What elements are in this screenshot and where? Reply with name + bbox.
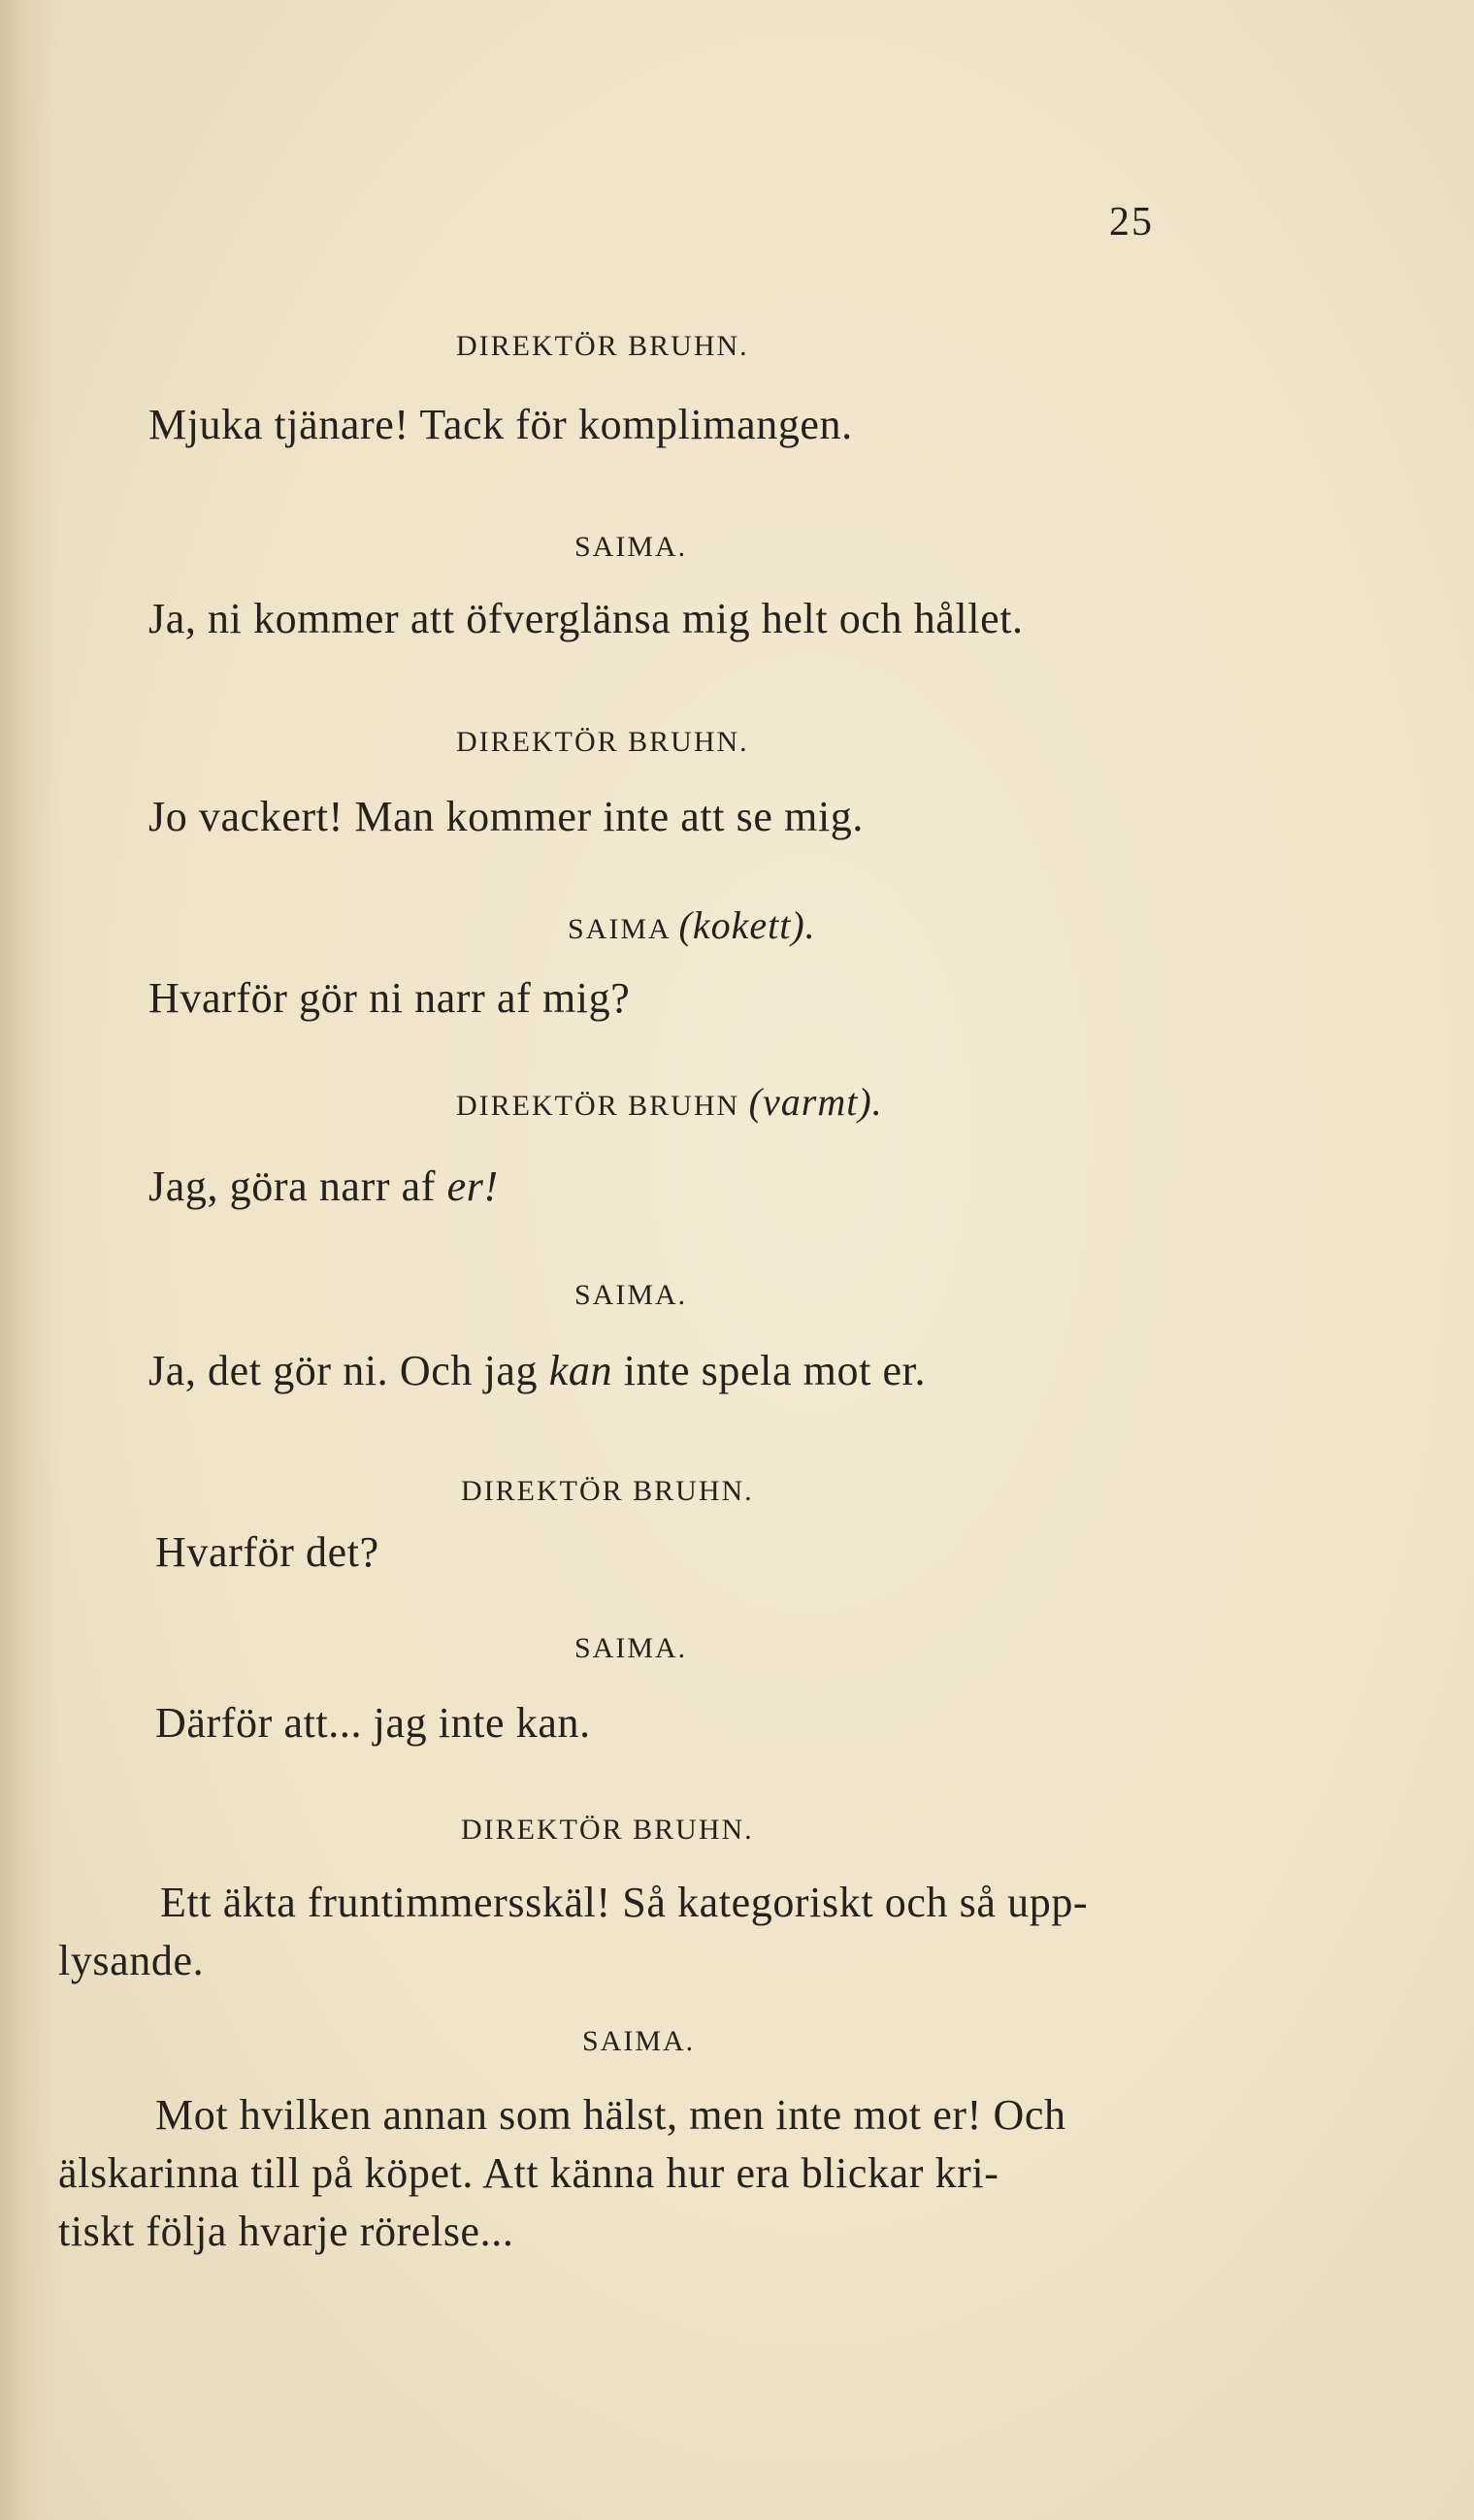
dialogue-line: Jo vackert! Man kommer inte att se mig. bbox=[148, 793, 864, 840]
dialogue-text: Jag, göra narr af bbox=[148, 1162, 447, 1210]
page-number: 25 bbox=[1109, 200, 1154, 245]
dialogue-line bbox=[148, 1162, 499, 1211]
dialogue-line: tiskt följa hvarje rörelse... bbox=[58, 2208, 514, 2255]
page-gutter-shadow bbox=[0, 0, 58, 2520]
dialogue-line: Mot hvilken annan som hälst, men inte mot er! Och bbox=[155, 2091, 1066, 2139]
emphasized-word: kan bbox=[548, 1347, 613, 1394]
speaker-heading bbox=[456, 1079, 883, 1125]
dialogue-line: Ett äkta fruntimmersskäl! Så kategoriskt och så upp- bbox=[160, 1879, 1089, 1926]
dialogue-line bbox=[148, 1346, 926, 1395]
stage-direction: (kokett). bbox=[678, 903, 816, 947]
emphasized-word: er! bbox=[446, 1162, 499, 1210]
speaker-heading: DIREKTÖR BRUHN. bbox=[456, 726, 749, 758]
dialogue-text: Ja, det gör ni. Och jag bbox=[148, 1347, 549, 1394]
speaker-heading: SAIMA. bbox=[582, 2025, 696, 2057]
speaker-name: SAIMA bbox=[568, 913, 671, 945]
speaker-heading: DIREKTÖR BRUHN. bbox=[456, 330, 749, 362]
dialogue-line: Därför att... jag inte kan. bbox=[155, 1699, 591, 1747]
dialogue-line: älskarinna till på köpet. Att känna hur era blickar kri- bbox=[58, 2149, 999, 2197]
speaker-heading: DIREKTÖR BRUHN. bbox=[461, 1814, 754, 1846]
dialogue-line: Hvarför det? bbox=[155, 1528, 379, 1576]
speaker-heading: SAIMA. bbox=[574, 531, 688, 563]
dialogue-line: lysande. bbox=[58, 1937, 205, 1984]
stage-direction: (varmt). bbox=[748, 1080, 883, 1124]
speaker-name: DIREKTÖR BRUHN bbox=[456, 1090, 740, 1122]
dialogue-line: Hvarför gör ni narr af mig? bbox=[148, 974, 631, 1022]
dialogue-line: Mjuka tjänare! Tack för komplimangen. bbox=[148, 401, 853, 448]
speaker-heading: DIREKTÖR BRUHN. bbox=[461, 1475, 754, 1507]
dialogue-line: Ja, ni kommer att öfverglänsa mig helt och hållet. bbox=[148, 595, 1024, 642]
speaker-heading bbox=[568, 902, 816, 948]
speaker-heading: SAIMA. bbox=[574, 1279, 688, 1311]
dialogue-text: inte spela mot er. bbox=[612, 1347, 927, 1394]
speaker-heading: SAIMA. bbox=[574, 1632, 688, 1664]
